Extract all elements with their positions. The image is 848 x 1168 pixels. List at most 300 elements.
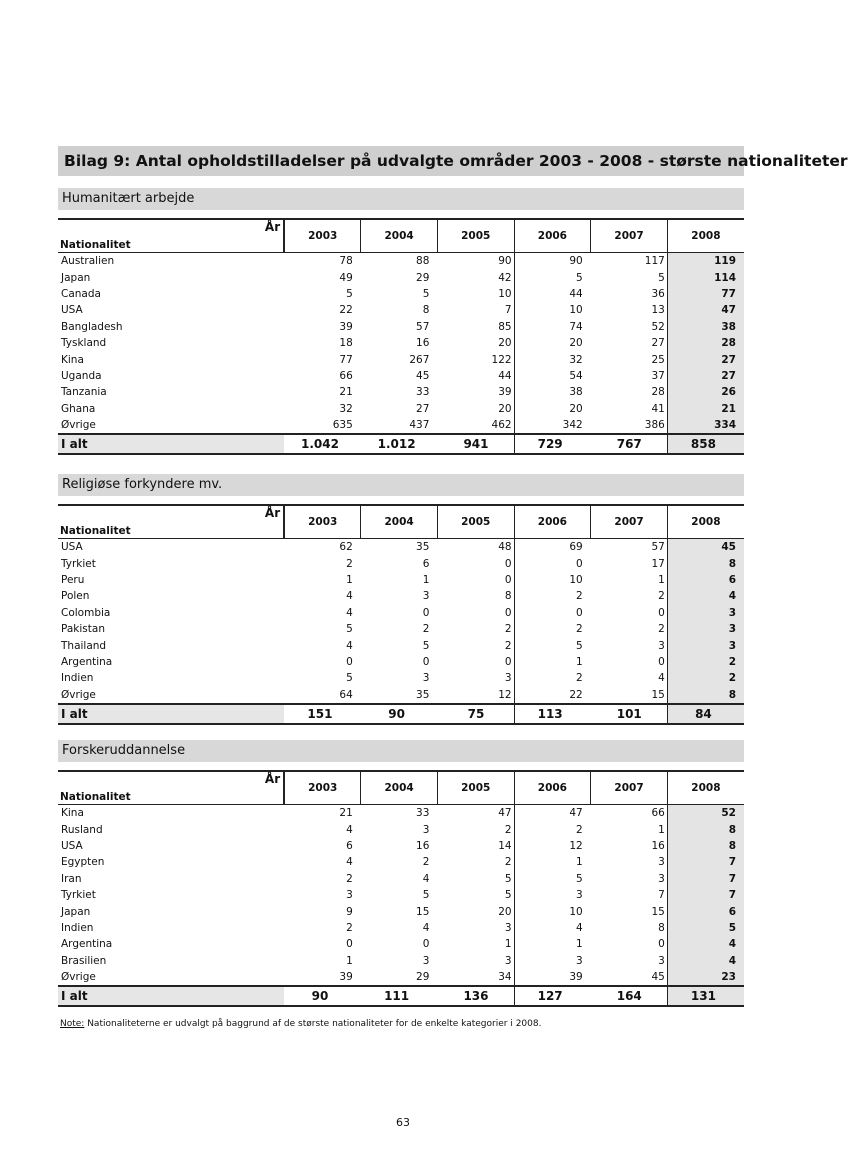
value-cell: 1	[346, 954, 353, 967]
value-cell: 8	[667, 838, 744, 854]
value-cell: 1	[576, 856, 583, 869]
value-cell: 16	[591, 838, 668, 854]
value-cell: 33	[416, 807, 430, 820]
value-cell: 12	[437, 687, 514, 704]
value-cell: 21	[339, 386, 353, 399]
nationality-cell: Pakistan	[61, 623, 105, 636]
value-cell: 2	[422, 856, 430, 869]
table-row	[58, 302, 744, 318]
page-number: 63	[396, 1116, 410, 1129]
value-cell: 88	[416, 255, 430, 268]
page-title: Bilag 9: Antal opholdstilladelser på udvalgte områder 2003 - 2008 - største nationaliteter	[58, 146, 744, 176]
value-cell: 334	[667, 417, 744, 434]
year-header: 2005	[437, 219, 514, 253]
value-cell: 52	[591, 319, 668, 335]
value-cell: 20	[437, 903, 514, 919]
table-row	[58, 605, 744, 621]
value-cell: 3	[437, 670, 514, 686]
value-cell: 1.012	[361, 434, 438, 454]
year-header: 2003	[284, 219, 361, 253]
table-row	[58, 805, 744, 822]
value-cell: 39	[437, 384, 514, 400]
value-cell: 8	[667, 555, 744, 571]
value-cell: 6	[346, 839, 353, 852]
value-cell: 0	[437, 555, 514, 571]
value-cell: 767	[591, 434, 668, 454]
value-cell: 27	[667, 351, 744, 367]
value-cell: 3	[422, 590, 430, 603]
value-cell: 57	[416, 320, 430, 333]
value-cell: 38	[569, 386, 583, 399]
nationality-cell: Argentina	[61, 655, 113, 668]
value-cell: 4	[667, 588, 744, 604]
value-cell: 1	[346, 573, 353, 586]
nationality-cell: Argentina	[61, 938, 113, 951]
value-cell: 437	[409, 419, 430, 432]
value-cell: 44	[569, 287, 583, 300]
year-header: 2003	[284, 505, 361, 539]
value-cell: 136	[437, 986, 514, 1006]
nationality-cell: Tyrkiet	[61, 557, 96, 570]
value-cell: 2	[422, 623, 430, 636]
value-cell: 0	[437, 654, 514, 670]
table-row	[58, 539, 744, 556]
value-cell: 7	[667, 887, 744, 903]
value-cell: 4	[591, 670, 668, 686]
value-cell: 3	[437, 920, 514, 936]
value-cell: 57	[591, 539, 668, 556]
value-cell: 5	[346, 287, 353, 300]
value-cell: 1	[591, 572, 668, 588]
value-cell: 47	[569, 807, 583, 820]
value-cell: 36	[591, 286, 668, 302]
year-label: År	[264, 220, 281, 234]
value-cell: 5	[346, 623, 353, 636]
value-cell: 2	[437, 854, 514, 870]
value-cell: 23	[667, 969, 744, 986]
table-row	[58, 854, 744, 870]
year-header: 2008	[667, 505, 744, 539]
value-cell: 0	[591, 936, 668, 952]
value-cell: 28	[667, 335, 744, 351]
value-cell: 8	[667, 687, 744, 704]
value-cell: 4	[667, 936, 744, 952]
value-cell: 39	[339, 320, 353, 333]
value-cell: 3	[346, 889, 353, 902]
nationality-cell: Australien	[61, 255, 115, 268]
value-cell: 90	[569, 255, 583, 268]
value-cell: 62	[339, 541, 353, 554]
value-cell: 90	[437, 253, 514, 270]
year-header: 2007	[591, 771, 668, 805]
header-row	[58, 505, 744, 539]
section-title: Religiøse forkyndere mv.	[58, 474, 744, 496]
table-row	[58, 384, 744, 400]
value-cell: 7	[591, 887, 668, 903]
table-row	[58, 335, 744, 351]
section-humanitaert-arbejde	[58, 188, 748, 455]
value-cell: 0	[437, 572, 514, 588]
table-row	[58, 269, 744, 285]
value-cell: 1	[576, 655, 583, 668]
nationality-cell: Japan	[61, 905, 91, 918]
value-cell: 1	[591, 821, 668, 837]
value-cell: 15	[416, 905, 430, 918]
value-cell: 29	[416, 971, 430, 984]
note-text: Nationaliteterne er udvalgt på baggrund af de største nationaliteter for de enkelte kategorier i 2008.	[84, 1019, 542, 1029]
nationality-cell: Indien	[61, 672, 94, 685]
value-cell: 10	[437, 286, 514, 302]
value-cell: 17	[591, 555, 668, 571]
value-cell: 78	[339, 255, 353, 268]
value-cell: 267	[409, 353, 430, 366]
value-cell: 3	[591, 953, 668, 969]
value-cell: 34	[437, 969, 514, 986]
value-cell: 7	[667, 854, 744, 870]
value-cell: 2	[576, 823, 583, 836]
value-cell: 3	[422, 954, 430, 967]
value-cell: 1	[576, 938, 583, 951]
value-cell: 0	[346, 938, 353, 951]
value-cell: 15	[591, 687, 668, 704]
nationality-cell: Egypten	[61, 856, 105, 869]
value-cell: 151	[284, 704, 361, 724]
value-cell: 0	[591, 605, 668, 621]
year-header: 2003	[284, 771, 361, 805]
value-cell: 33	[416, 386, 430, 399]
value-cell: 39	[569, 971, 583, 984]
value-cell: 2	[346, 921, 353, 934]
value-cell: 5	[422, 889, 430, 902]
value-cell: 122	[437, 351, 514, 367]
value-cell: 38	[667, 319, 744, 335]
value-cell: 45	[591, 969, 668, 986]
value-cell: 35	[416, 688, 430, 701]
nationality-cell: I alt	[58, 704, 284, 724]
year-header: 2008	[667, 771, 744, 805]
value-cell: 35	[416, 541, 430, 554]
section-title: Forskeruddannelse	[58, 740, 744, 762]
table-row	[58, 588, 744, 604]
value-cell: 90	[284, 986, 361, 1006]
nationality-cell: Ghana	[61, 402, 96, 415]
header-row	[58, 771, 744, 805]
table-row	[58, 953, 744, 969]
nationality-cell: Indien	[61, 921, 94, 934]
nationality-cell: Polen	[61, 590, 90, 603]
value-cell: 0	[576, 557, 583, 570]
value-cell: 20	[437, 335, 514, 351]
value-cell: 44	[437, 368, 514, 384]
value-cell: 2	[346, 872, 353, 885]
value-cell: 2	[437, 821, 514, 837]
value-cell: 117	[591, 253, 668, 270]
value-cell: 386	[591, 417, 668, 434]
table-row	[58, 417, 744, 434]
value-cell: 0	[437, 605, 514, 621]
value-cell: 39	[339, 971, 353, 984]
value-cell: 4	[346, 639, 353, 652]
data-table	[58, 218, 744, 455]
table-row	[58, 637, 744, 653]
value-cell: 16	[416, 839, 430, 852]
table-row	[58, 969, 744, 986]
value-cell: 3	[591, 854, 668, 870]
nationality-cell: USA	[61, 839, 83, 852]
value-cell: 21	[339, 807, 353, 820]
value-cell: 32	[569, 353, 583, 366]
value-cell: 635	[332, 419, 353, 432]
total-row	[58, 434, 744, 454]
table-row	[58, 887, 744, 903]
year-header: 2007	[591, 219, 668, 253]
value-cell: 6	[667, 903, 744, 919]
value-cell: 2	[591, 621, 668, 637]
value-cell: 21	[667, 401, 744, 417]
year-label: År	[264, 772, 281, 786]
value-cell: 41	[591, 401, 668, 417]
nationality-cell: Tyrkiet	[61, 889, 96, 902]
value-cell: 113	[514, 704, 591, 724]
total-row	[58, 986, 744, 1006]
note-label: Note:	[60, 1019, 85, 1029]
value-cell: 2	[576, 590, 583, 603]
value-cell: 66	[339, 369, 353, 382]
nationality-header	[58, 219, 284, 253]
value-cell: 3	[667, 637, 744, 653]
table-row	[58, 253, 744, 270]
year-header: 2004	[361, 219, 438, 253]
nationality-cell: Kina	[61, 807, 84, 820]
value-cell: 4	[346, 590, 353, 603]
value-cell: 45	[416, 369, 430, 382]
value-cell: 3	[422, 672, 430, 685]
table-row	[58, 871, 744, 887]
value-cell: 2	[437, 637, 514, 653]
value-cell: 18	[339, 337, 353, 350]
nationality-cell: Tyskland	[61, 337, 107, 350]
data-table	[58, 504, 744, 725]
value-cell: 0	[576, 606, 583, 619]
value-cell: 4	[576, 921, 583, 934]
value-cell: 8	[667, 821, 744, 837]
value-cell: 4	[346, 856, 353, 869]
value-cell: 27	[667, 368, 744, 384]
table-row	[58, 401, 744, 417]
value-cell: 114	[667, 269, 744, 285]
nationality-label: Nationalitet	[60, 791, 131, 803]
value-cell: 127	[514, 986, 591, 1006]
nationality-cell: Øvrige	[61, 688, 96, 701]
table-row	[58, 286, 744, 302]
value-cell: 77	[667, 286, 744, 302]
value-cell: 85	[437, 319, 514, 335]
value-cell: 2	[591, 588, 668, 604]
nationality-cell: Peru	[61, 573, 85, 586]
nationality-cell: Tanzania	[61, 386, 107, 399]
value-cell: 2	[667, 670, 744, 686]
value-cell: 5	[422, 639, 430, 652]
nationality-cell: Kina	[61, 353, 84, 366]
year-header: 2006	[514, 219, 591, 253]
value-cell: 22	[339, 304, 353, 317]
value-cell: 22	[569, 688, 583, 701]
value-cell: 15	[591, 903, 668, 919]
value-cell: 1	[422, 573, 430, 586]
value-cell: 66	[591, 805, 668, 822]
value-cell: 6	[422, 557, 430, 570]
year-header: 2004	[361, 505, 438, 539]
value-cell: 3	[437, 953, 514, 969]
header-row	[58, 219, 744, 253]
value-cell: 5	[576, 872, 583, 885]
nationality-cell: Brasilien	[61, 954, 107, 967]
value-cell: 64	[339, 688, 353, 701]
value-cell: 0	[422, 938, 430, 951]
nationality-cell: Rusland	[61, 823, 103, 836]
data-table	[58, 770, 744, 1007]
nationality-header	[58, 505, 284, 539]
value-cell: 111	[361, 986, 438, 1006]
value-cell: 77	[339, 353, 353, 366]
value-cell: 462	[437, 417, 514, 434]
value-cell: 0	[422, 655, 430, 668]
value-cell: 47	[437, 805, 514, 822]
value-cell: 8	[422, 304, 430, 317]
nationality-cell: Japan	[61, 271, 91, 284]
value-cell: 101	[591, 704, 668, 724]
table-row	[58, 687, 744, 704]
nationality-cell: USA	[61, 541, 83, 554]
nationality-cell: Canada	[61, 287, 101, 300]
value-cell: 0	[591, 654, 668, 670]
value-cell: 20	[569, 402, 583, 415]
value-cell: 8	[437, 588, 514, 604]
table-row	[58, 838, 744, 854]
value-cell: 7	[667, 871, 744, 887]
value-cell: 10	[569, 573, 583, 586]
value-cell: 858	[667, 434, 744, 454]
section-title: Humanitært arbejde	[58, 188, 744, 210]
value-cell: 27	[416, 402, 430, 415]
value-cell: 131	[667, 986, 744, 1006]
nationality-cell: Øvrige	[61, 419, 96, 432]
table-row	[58, 572, 744, 588]
value-cell: 4	[346, 606, 353, 619]
value-cell: 8	[591, 920, 668, 936]
value-cell: 12	[569, 839, 583, 852]
value-cell: 48	[437, 539, 514, 556]
value-cell: 29	[416, 271, 430, 284]
table-row	[58, 670, 744, 686]
value-cell: 1.042	[284, 434, 361, 454]
table-row	[58, 319, 744, 335]
year-header: 2008	[667, 219, 744, 253]
value-cell: 20	[569, 337, 583, 350]
value-cell: 941	[437, 434, 514, 454]
value-cell: 4	[667, 953, 744, 969]
value-cell: 74	[569, 320, 583, 333]
value-cell: 75	[437, 704, 514, 724]
value-cell: 42	[437, 269, 514, 285]
value-cell: 2	[576, 672, 583, 685]
nationality-header	[58, 771, 284, 805]
value-cell: 4	[346, 823, 353, 836]
year-header: 2006	[514, 505, 591, 539]
value-cell: 28	[591, 384, 668, 400]
value-cell: 26	[667, 384, 744, 400]
year-label: År	[264, 506, 281, 520]
total-row	[58, 704, 744, 724]
value-cell: 3	[667, 621, 744, 637]
value-cell: 14	[437, 838, 514, 854]
value-cell: 5	[667, 920, 744, 936]
value-cell: 32	[339, 402, 353, 415]
value-cell: 5	[576, 271, 583, 284]
value-cell: 20	[437, 401, 514, 417]
nationality-cell: I alt	[58, 986, 284, 1006]
value-cell: 729	[514, 434, 591, 454]
value-cell: 84	[667, 704, 744, 724]
value-cell: 1	[437, 936, 514, 952]
nationality-cell: Øvrige	[61, 971, 96, 984]
nationality-cell: Iran	[61, 872, 82, 885]
value-cell: 10	[569, 905, 583, 918]
table-row	[58, 936, 744, 952]
year-header: 2005	[437, 505, 514, 539]
value-cell: 7	[437, 302, 514, 318]
nationality-cell: Bangladesh	[61, 320, 123, 333]
value-cell: 54	[569, 369, 583, 382]
value-cell: 69	[569, 541, 583, 554]
nationality-cell: I alt	[58, 434, 284, 454]
value-cell: 90	[361, 704, 438, 724]
value-cell: 49	[339, 271, 353, 284]
value-cell: 3	[667, 605, 744, 621]
year-header: 2005	[437, 771, 514, 805]
nationality-label: Nationalitet	[60, 239, 131, 251]
value-cell: 3	[591, 637, 668, 653]
year-header: 2007	[591, 505, 668, 539]
value-cell: 37	[591, 368, 668, 384]
table-row	[58, 555, 744, 571]
value-cell: 5	[591, 269, 668, 285]
value-cell: 25	[591, 351, 668, 367]
value-cell: 4	[422, 921, 430, 934]
value-cell: 2	[576, 623, 583, 636]
value-cell: 3	[591, 871, 668, 887]
footnote	[60, 1019, 541, 1029]
nationality-cell: Uganda	[61, 369, 102, 382]
value-cell: 3	[422, 823, 430, 836]
table-row	[58, 821, 744, 837]
table-row	[58, 621, 744, 637]
table-row	[58, 368, 744, 384]
table-row	[58, 903, 744, 919]
table-row	[58, 351, 744, 367]
value-cell: 2	[346, 557, 353, 570]
value-cell: 45	[667, 539, 744, 556]
value-cell: 27	[591, 335, 668, 351]
value-cell: 10	[569, 304, 583, 317]
value-cell: 164	[591, 986, 668, 1006]
value-cell: 52	[667, 805, 744, 822]
section-forskeruddannelse	[58, 740, 748, 1007]
value-cell: 3	[576, 889, 583, 902]
value-cell: 5	[576, 639, 583, 652]
year-header: 2004	[361, 771, 438, 805]
nationality-cell: Thailand	[61, 639, 107, 652]
